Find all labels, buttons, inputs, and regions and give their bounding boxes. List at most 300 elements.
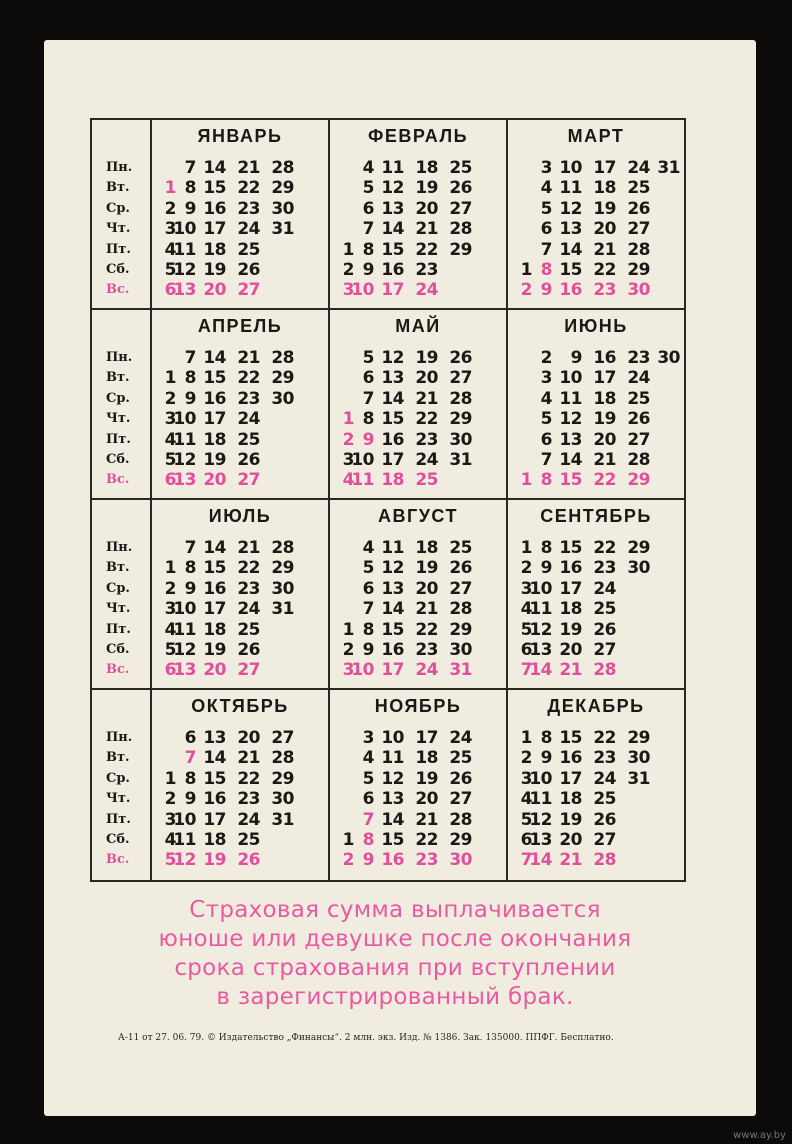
day-number: 17 <box>559 768 582 789</box>
day-number: 25 <box>237 619 260 640</box>
day-number: 22 <box>593 260 616 280</box>
day-number: 29 <box>449 239 472 260</box>
month-name: ОКТЯБРЬ <box>191 696 289 716</box>
day-number: 30 <box>627 280 650 301</box>
day-number: 22 <box>593 538 616 558</box>
day-number: 21 <box>559 850 582 871</box>
day-number: 26 <box>593 809 616 830</box>
day-number: 2 <box>164 388 176 409</box>
day-number: 20 <box>237 728 260 748</box>
day-number: 26 <box>593 619 616 640</box>
day-number: 5 <box>164 450 176 470</box>
day-number: 3 <box>164 219 176 240</box>
day-number: 16 <box>593 348 616 368</box>
day-number: 7 <box>362 388 374 409</box>
weekday-label: Пн. <box>106 350 133 365</box>
day-number: 18 <box>203 830 226 850</box>
weekday-label: Вт. <box>106 560 130 576</box>
slogan-line: срока страхования при вступлении <box>174 955 616 981</box>
month-name: НОЯБРЬ <box>374 696 462 716</box>
day-number: 19 <box>203 450 226 470</box>
day-number: 15 <box>381 239 404 260</box>
day-number: 10 <box>529 578 552 599</box>
day-number: 5 <box>540 409 552 430</box>
day-number: 19 <box>559 619 582 640</box>
day-number: 8 <box>540 260 552 280</box>
day-number: 27 <box>237 470 260 491</box>
day-number: 7 <box>184 348 196 368</box>
day-number: 23 <box>593 558 616 579</box>
day-number: 23 <box>237 198 260 219</box>
day-number: 8 <box>540 470 552 491</box>
day-number: 21 <box>237 348 260 368</box>
day-number: 9 <box>362 260 374 280</box>
grid-divider <box>92 498 684 500</box>
day-number: 19 <box>415 178 438 199</box>
weekday-label: Сб. <box>106 832 130 847</box>
grid-divider <box>92 308 684 310</box>
day-number: 5 <box>362 768 374 789</box>
day-number: 29 <box>449 619 472 640</box>
day-number: 5 <box>164 850 176 871</box>
day-number: 4 <box>164 239 176 260</box>
watermark: www.ay.by <box>733 1130 786 1141</box>
day-number: 17 <box>203 599 226 620</box>
day-number: 25 <box>627 178 650 199</box>
day-number: 19 <box>593 409 616 430</box>
day-number: 20 <box>203 660 226 681</box>
day-number: 13 <box>173 660 196 681</box>
weekday-label: Пт. <box>106 621 131 637</box>
day-number: 4 <box>164 429 176 450</box>
day-number: 14 <box>203 158 226 178</box>
month-name: ДЕКАБРЬ <box>547 696 645 716</box>
day-number: 31 <box>271 599 294 620</box>
day-number: 7 <box>520 660 532 681</box>
day-number: 28 <box>271 348 294 368</box>
day-number: 29 <box>627 538 650 558</box>
weekday-label: Вт. <box>106 180 130 196</box>
day-number: 7 <box>362 219 374 240</box>
day-number: 30 <box>271 578 294 599</box>
day-number: 26 <box>237 640 260 660</box>
day-number: 24 <box>415 450 438 470</box>
day-number: 7 <box>362 599 374 620</box>
day-number: 26 <box>627 409 650 430</box>
day-number: 12 <box>381 768 404 789</box>
day-number: 27 <box>449 198 472 219</box>
day-number: 8 <box>184 178 196 199</box>
day-number: 28 <box>449 219 472 240</box>
day-number: 17 <box>381 660 404 681</box>
day-number: 17 <box>593 368 616 389</box>
day-number: 11 <box>351 470 374 491</box>
day-number: 31 <box>271 809 294 830</box>
day-number: 22 <box>415 619 438 640</box>
day-number: 6 <box>520 640 532 660</box>
day-number: 27 <box>627 429 650 450</box>
day-number: 17 <box>203 409 226 430</box>
day-number: 28 <box>449 809 472 830</box>
weekday-label: Пт. <box>106 431 131 447</box>
day-number: 20 <box>203 470 226 491</box>
day-number: 13 <box>381 789 404 810</box>
day-number: 2 <box>342 429 354 450</box>
day-number: 25 <box>449 538 472 558</box>
day-number: 3 <box>164 809 176 830</box>
day-number: 21 <box>559 660 582 681</box>
weekday-label: Вс. <box>106 852 130 868</box>
day-number: 4 <box>362 158 374 178</box>
day-number: 21 <box>415 809 438 830</box>
day-number: 4 <box>520 789 532 810</box>
day-number: 20 <box>203 280 226 301</box>
day-number: 11 <box>529 789 552 810</box>
day-number: 5 <box>164 260 176 280</box>
day-number: 25 <box>627 388 650 409</box>
day-number: 18 <box>593 388 616 409</box>
day-number: 4 <box>164 830 176 850</box>
day-number: 4 <box>342 470 354 491</box>
day-number: 29 <box>271 368 294 389</box>
day-number: 9 <box>184 388 196 409</box>
day-number: 17 <box>203 219 226 240</box>
day-number: 19 <box>203 850 226 871</box>
day-number: 12 <box>559 409 582 430</box>
day-number: 31 <box>449 450 472 470</box>
day-number: 21 <box>593 450 616 470</box>
day-number: 3 <box>540 368 552 389</box>
day-number: 16 <box>381 640 404 660</box>
day-number: 22 <box>237 768 260 789</box>
insurance-slogan <box>60 896 730 1012</box>
day-number: 8 <box>540 728 552 748</box>
day-number: 14 <box>203 748 226 769</box>
day-number: 6 <box>362 578 374 599</box>
day-number: 27 <box>449 368 472 389</box>
day-number: 16 <box>559 558 582 579</box>
day-number: 21 <box>237 158 260 178</box>
day-number: 14 <box>381 388 404 409</box>
day-number: 18 <box>559 599 582 620</box>
day-number: 16 <box>559 280 582 301</box>
day-number: 6 <box>520 830 532 850</box>
day-number: 5 <box>520 619 532 640</box>
weekday-label: Сб. <box>106 642 130 657</box>
weekday-label: Вс. <box>106 472 130 488</box>
day-number: 13 <box>381 578 404 599</box>
day-number: 17 <box>203 809 226 830</box>
day-number: 27 <box>593 640 616 660</box>
day-number: 2 <box>164 578 176 599</box>
day-number: 8 <box>184 768 196 789</box>
day-number: 12 <box>173 640 196 660</box>
day-number: 21 <box>593 239 616 260</box>
day-number: 25 <box>449 158 472 178</box>
day-number: 18 <box>203 239 226 260</box>
grid-divider <box>328 120 330 880</box>
day-number: 8 <box>362 409 374 430</box>
day-number: 15 <box>203 768 226 789</box>
day-number: 10 <box>351 450 374 470</box>
day-number: 26 <box>627 198 650 219</box>
day-number: 10 <box>351 280 374 301</box>
day-number: 2 <box>342 640 354 660</box>
day-number: 17 <box>593 158 616 178</box>
day-number: 9 <box>540 748 552 769</box>
day-number: 8 <box>362 239 374 260</box>
day-number: 21 <box>415 219 438 240</box>
day-number: 27 <box>449 789 472 810</box>
day-number: 14 <box>559 450 582 470</box>
day-number: 24 <box>449 728 472 748</box>
day-number: 23 <box>237 578 260 599</box>
day-number: 17 <box>415 728 438 748</box>
day-number: 29 <box>271 558 294 579</box>
day-number: 29 <box>627 260 650 280</box>
day-number: 3 <box>164 599 176 620</box>
day-number: 19 <box>559 809 582 830</box>
weekday-label: Пт. <box>106 241 131 257</box>
day-number: 2 <box>164 789 176 810</box>
day-number: 1 <box>164 368 176 389</box>
day-number: 15 <box>559 470 582 491</box>
calendar-grid <box>90 118 686 882</box>
day-number: 18 <box>415 748 438 769</box>
day-number: 24 <box>237 599 260 620</box>
day-number: 1 <box>164 558 176 579</box>
day-number: 8 <box>540 538 552 558</box>
day-number: 14 <box>529 850 552 871</box>
day-number: 24 <box>627 368 650 389</box>
day-number: 20 <box>415 198 438 219</box>
month-name: ФЕВРАЛЬ <box>367 126 469 146</box>
day-number: 12 <box>529 809 552 830</box>
day-number: 28 <box>593 850 616 871</box>
day-number: 21 <box>237 538 260 558</box>
day-number: 12 <box>381 558 404 579</box>
day-number: 15 <box>381 830 404 850</box>
day-number: 20 <box>415 578 438 599</box>
day-number: 2 <box>342 260 354 280</box>
day-number: 24 <box>237 409 260 430</box>
day-number: 18 <box>203 619 226 640</box>
day-number: 7 <box>184 538 196 558</box>
day-number: 2 <box>520 558 532 579</box>
day-number: 25 <box>237 830 260 850</box>
day-number: 11 <box>381 158 404 178</box>
day-number: 31 <box>627 768 650 789</box>
day-number: 26 <box>449 768 472 789</box>
day-number: 13 <box>559 219 582 240</box>
day-number: 9 <box>184 198 196 219</box>
day-number: 10 <box>559 158 582 178</box>
day-number: 28 <box>271 538 294 558</box>
day-number: 18 <box>593 178 616 199</box>
month-name: АПРЕЛЬ <box>197 316 283 336</box>
day-number: 8 <box>362 830 374 850</box>
day-number: 22 <box>415 409 438 430</box>
day-number: 1 <box>342 409 354 430</box>
day-number: 29 <box>271 178 294 199</box>
weekday-label: Чт. <box>106 791 131 807</box>
day-number: 20 <box>593 429 616 450</box>
month-name: ИЮНЬ <box>564 316 628 336</box>
day-number: 7 <box>184 748 196 769</box>
month-name: МАРТ <box>567 126 625 146</box>
month-name: ЯНВАРЬ <box>197 126 283 146</box>
day-number: 23 <box>627 348 650 368</box>
day-number: 31 <box>657 158 680 178</box>
day-number: 4 <box>520 599 532 620</box>
day-number: 22 <box>415 830 438 850</box>
weekday-label: Пн. <box>106 160 133 175</box>
day-number: 28 <box>271 748 294 769</box>
day-number: 11 <box>559 178 582 199</box>
day-number: 6 <box>164 470 176 491</box>
day-number: 18 <box>559 789 582 810</box>
day-number: 7 <box>362 809 374 830</box>
day-number: 6 <box>540 429 552 450</box>
day-number: 4 <box>540 388 552 409</box>
day-number: 9 <box>362 429 374 450</box>
day-number: 6 <box>164 660 176 681</box>
day-number: 3 <box>164 409 176 430</box>
day-number: 31 <box>449 660 472 681</box>
day-number: 7 <box>184 158 196 178</box>
day-number: 10 <box>173 409 196 430</box>
slogan-line: юноше или девушке после окончания <box>158 926 632 952</box>
day-number: 5 <box>520 809 532 830</box>
day-number: 4 <box>362 748 374 769</box>
day-number: 24 <box>415 280 438 301</box>
day-number: 26 <box>237 850 260 871</box>
weekday-label: Вс. <box>106 282 130 298</box>
weekday-label: Вс. <box>106 662 130 678</box>
day-number: 13 <box>529 830 552 850</box>
day-number: 25 <box>593 789 616 810</box>
day-number: 17 <box>559 578 582 599</box>
day-number: 27 <box>237 660 260 681</box>
day-number: 5 <box>362 178 374 199</box>
day-number: 5 <box>362 558 374 579</box>
weekday-label: Ср. <box>106 200 130 216</box>
day-number: 22 <box>415 239 438 260</box>
day-number: 25 <box>449 748 472 769</box>
day-number: 15 <box>381 409 404 430</box>
day-number: 19 <box>203 640 226 660</box>
day-number: 30 <box>449 850 472 871</box>
day-number: 18 <box>381 470 404 491</box>
day-number: 28 <box>449 599 472 620</box>
day-number: 2 <box>520 280 532 301</box>
day-number: 10 <box>351 660 374 681</box>
day-number: 15 <box>203 178 226 199</box>
day-number: 9 <box>540 280 552 301</box>
day-number: 27 <box>627 219 650 240</box>
day-number: 30 <box>449 640 472 660</box>
day-number: 13 <box>381 198 404 219</box>
month-name: АВГУСТ <box>378 506 458 526</box>
day-number: 13 <box>203 728 226 748</box>
day-number: 26 <box>237 450 260 470</box>
day-number: 28 <box>627 450 650 470</box>
day-number: 3 <box>342 450 354 470</box>
day-number: 4 <box>164 619 176 640</box>
day-number: 3 <box>520 578 532 599</box>
weekday-label: Ср. <box>106 580 130 596</box>
day-number: 11 <box>173 619 196 640</box>
day-number: 15 <box>381 619 404 640</box>
day-number: 14 <box>203 538 226 558</box>
day-number: 19 <box>415 768 438 789</box>
day-number: 26 <box>449 348 472 368</box>
day-number: 17 <box>381 450 404 470</box>
month-name: МАЙ <box>395 316 441 336</box>
day-number: 9 <box>362 640 374 660</box>
day-number: 20 <box>415 789 438 810</box>
day-number: 15 <box>559 728 582 748</box>
day-number: 17 <box>381 280 404 301</box>
day-number: 6 <box>184 728 196 748</box>
day-number: 7 <box>520 850 532 871</box>
day-number: 11 <box>381 748 404 769</box>
day-number: 4 <box>362 538 374 558</box>
day-number: 12 <box>381 178 404 199</box>
day-number: 14 <box>381 809 404 830</box>
day-number: 12 <box>173 450 196 470</box>
weekday-label: Пт. <box>106 811 131 827</box>
day-number: 28 <box>449 388 472 409</box>
day-number: 24 <box>237 809 260 830</box>
day-number: 30 <box>627 558 650 579</box>
day-number: 22 <box>237 558 260 579</box>
day-number: 9 <box>362 850 374 871</box>
day-number: 19 <box>415 348 438 368</box>
day-number: 1 <box>520 470 532 491</box>
day-number: 13 <box>559 429 582 450</box>
day-number: 23 <box>415 429 438 450</box>
day-number: 19 <box>415 558 438 579</box>
day-number: 25 <box>593 599 616 620</box>
day-number: 25 <box>237 239 260 260</box>
day-number: 19 <box>203 260 226 280</box>
day-number: 16 <box>203 388 226 409</box>
day-number: 24 <box>593 768 616 789</box>
weekday-label: Сб. <box>106 452 130 467</box>
month-name: ИЮЛЬ <box>208 506 272 526</box>
day-number: 10 <box>173 219 196 240</box>
day-number: 6 <box>362 789 374 810</box>
day-number: 12 <box>529 619 552 640</box>
day-number: 9 <box>184 578 196 599</box>
day-number: 23 <box>237 789 260 810</box>
day-number: 5 <box>540 198 552 219</box>
day-number: 6 <box>540 219 552 240</box>
day-number: 24 <box>415 660 438 681</box>
day-number: 23 <box>415 260 438 280</box>
day-number: 30 <box>271 789 294 810</box>
day-number: 23 <box>237 388 260 409</box>
day-number: 5 <box>362 348 374 368</box>
day-number: 13 <box>381 368 404 389</box>
day-number: 16 <box>559 748 582 769</box>
day-number: 18 <box>203 429 226 450</box>
day-number: 12 <box>173 850 196 871</box>
day-number: 27 <box>271 728 294 748</box>
day-number: 3 <box>342 660 354 681</box>
day-number: 27 <box>449 578 472 599</box>
